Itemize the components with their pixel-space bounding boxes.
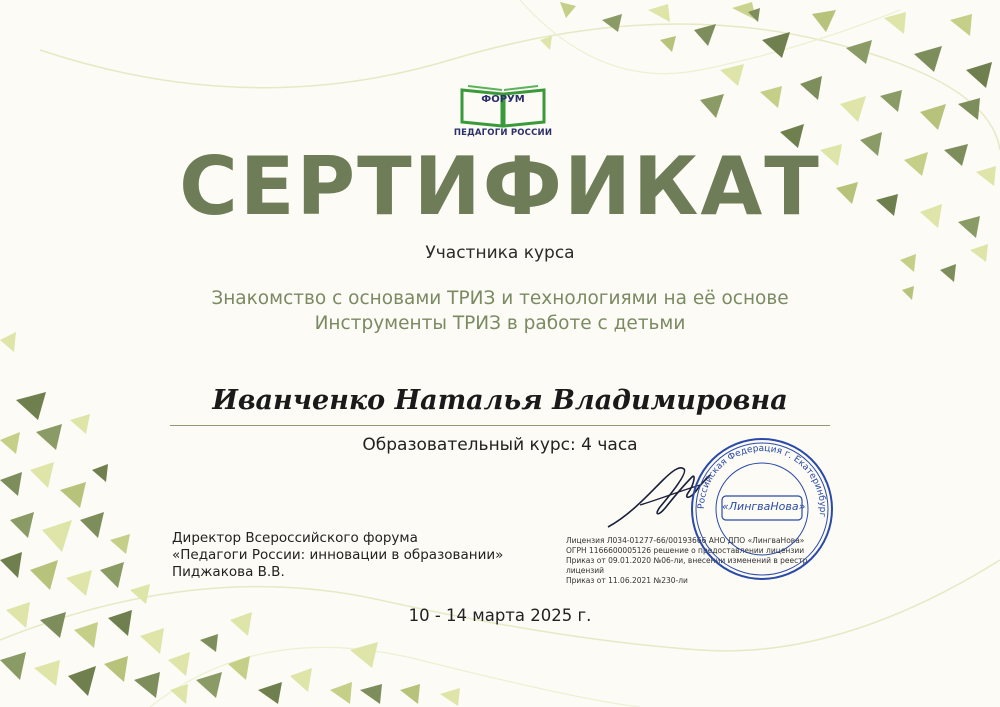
certificate-subtitle: Участника курса: [425, 243, 575, 263]
director-title: Директор Всероссийского форума: [172, 530, 418, 546]
recipient-name: Иванченко Наталья Владимировна: [212, 385, 788, 416]
logo-text-forum: ФОРУМ: [481, 94, 525, 105]
director-name: Пиджакова В.В.: [172, 564, 285, 580]
stamp-ring-text: Российская Федерация г. Екатеринбург: [696, 443, 828, 518]
course-dates: 10 - 14 марта 2025 г.: [408, 606, 592, 625]
course-hours: Образовательный курс: 4 часа: [362, 435, 638, 455]
license-line: Приказ от 09.01.2020 №06-ли, внесении изменений в реестр лицензий: [566, 556, 808, 575]
certificate-title: СЕРТИФИКАТ: [179, 140, 821, 233]
license-line: Приказ от 11.06.2021 №230-ли: [566, 576, 688, 585]
logo-text-pedagogi: ПЕДАГОГИ РОССИИ: [453, 128, 553, 138]
stamp-center-text: «ЛингваНова»: [722, 500, 806, 513]
license-line: Лицензия Л034-01277-66/00193666 АНО ДПО «ЛингваНова»: [566, 536, 805, 545]
course-title-line1: Знакомство с основами ТРИЗ и технологиями на её основе: [211, 288, 789, 309]
forum-logo: [453, 82, 553, 142]
forum-name: «Педагоги России: инновации в образовании»: [172, 547, 504, 563]
name-underline: [170, 425, 830, 426]
course-title-line2: Инструменты ТРИЗ в работе с детьми: [314, 313, 686, 334]
director-block: [172, 530, 552, 581]
license-line: ОГРН 1166600005126 решение о предоставлении лицензии: [566, 546, 805, 555]
